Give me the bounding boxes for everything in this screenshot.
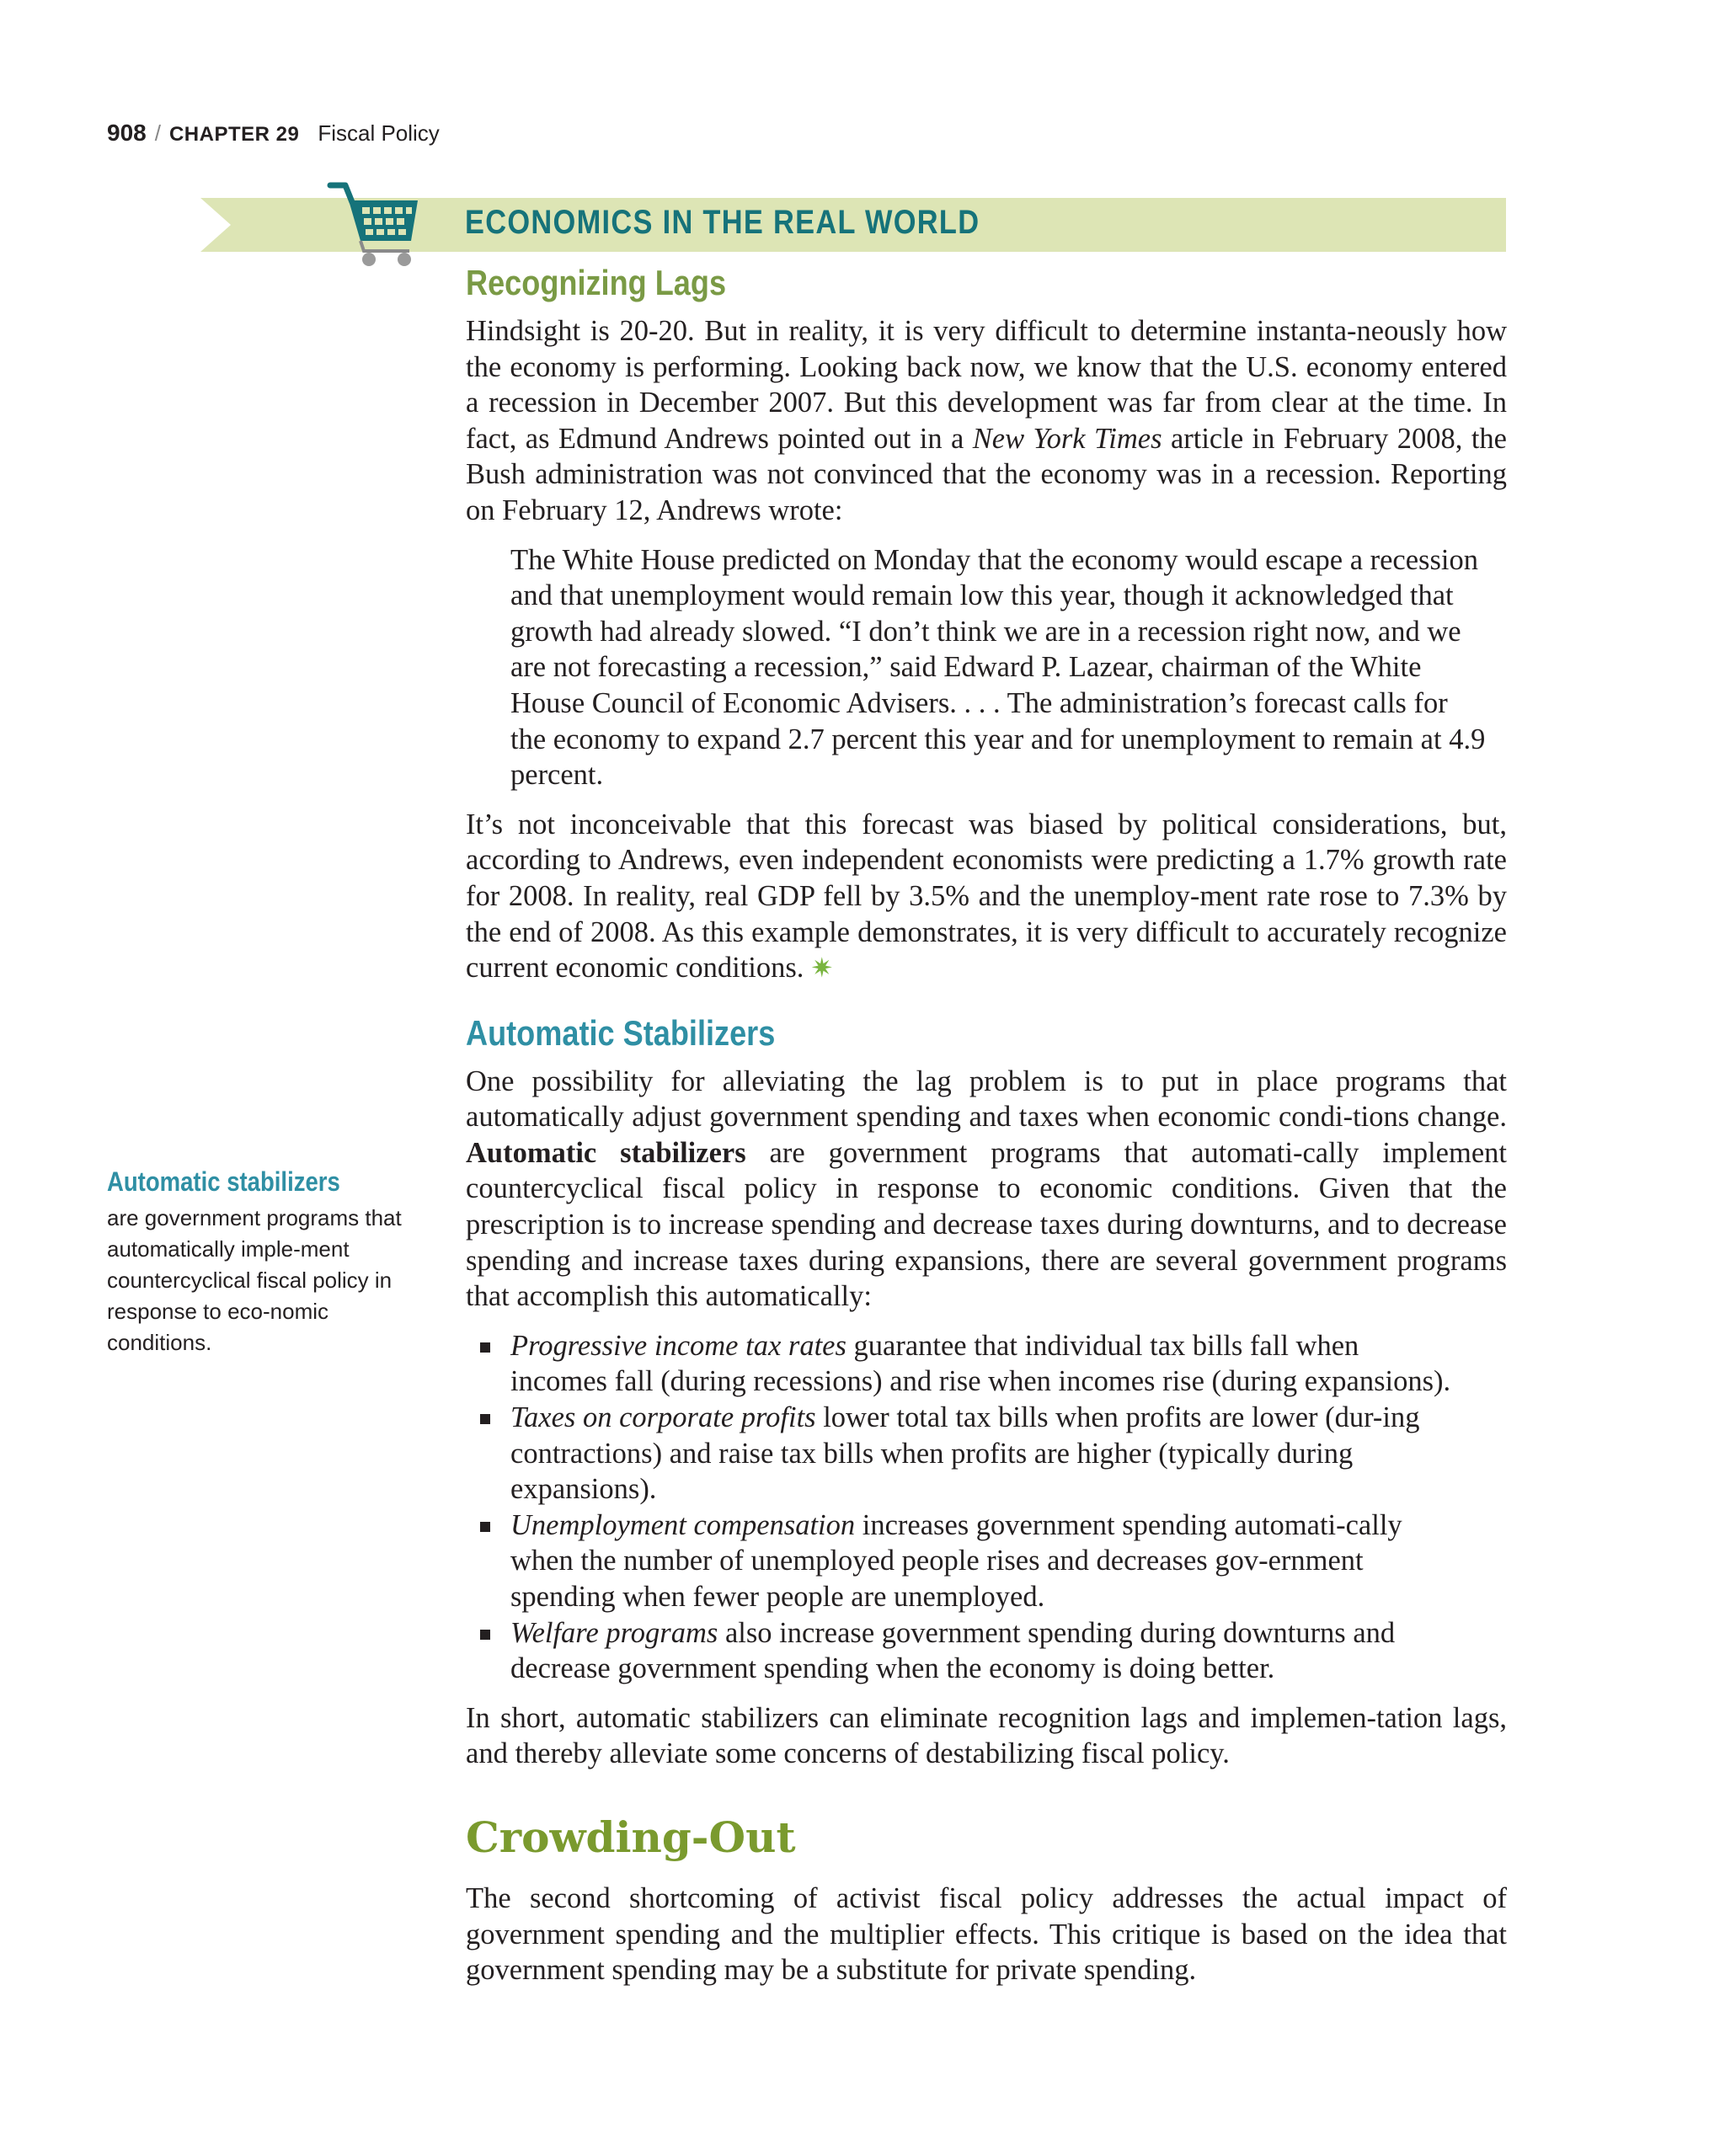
banner-title: ECONOMICS IN THE REAL WORLD (465, 204, 980, 241)
running-head-separator: / (154, 120, 161, 146)
publication-title: New York Times (972, 422, 1162, 455)
box-heading: Recognizing Lags (466, 263, 727, 302)
block-quote: The White House predicted on Monday that the economy would escape a recession and that unemployment would remain low this year, though it acknowledged that growth had already slowed. “I don’t think we are in a recession right now, and we are not forecasting a recession,” said Edward P. Lazear, chairman of the White House Council of Economic Advisers. . . . The administration’s forecast calls for the economy to expand 2.7 percent this year and for unemployment to remain at 4.9 percent. (510, 543, 1486, 792)
list-item (466, 1615, 1462, 1687)
list-item-text: guarantee that individual tax bills fall when incomes fall (during recessions) and rise when incomes rise (during expansions). (510, 1329, 1451, 1398)
stabilizers-intro-start: One possibility for alleviating the lag problem is to put in place programs that automatically adjust government spending and taxes when economic condi-tions change. (466, 1065, 1507, 1134)
key-term: Automatic stabilizers (466, 1136, 746, 1169)
page-number: 908 (107, 120, 147, 146)
list-item (466, 1328, 1462, 1400)
bullet-square-icon (480, 1630, 490, 1640)
margin-glossary-note (107, 1166, 414, 1358)
crowding-out-heading: Crowding-Out (466, 1812, 796, 1862)
running-head (107, 120, 440, 147)
list-item-text: increases government spending automati-cally when the number of unemployed people rises and decreases gov-ernment spending when fewer people are unemployed. (510, 1508, 1402, 1613)
chapter-label: CHAPTER 29 (168, 123, 300, 146)
end-of-feature-mark-icon: ✷ (810, 952, 834, 985)
list-item-term: Welfare programs (510, 1616, 718, 1649)
main-column (466, 263, 1507, 1988)
bullet-square-icon (480, 1342, 490, 1353)
bullet-square-icon (480, 1522, 490, 1532)
stabilizer-list (466, 1328, 1507, 1687)
box-paragraph-1-end: article in February 2008, the Bush administration was not convinced that the economy was in a recession. Reporting on February 12, Andrews wrote: (466, 422, 1507, 526)
bullet-square-icon (480, 1414, 490, 1424)
list-item-text: lower total tax bills when profits are lower (dur-ing contractions) and raise tax bills when profits are higher (typically during expansions). (510, 1401, 1420, 1506)
stabilizers-intro (466, 1064, 1507, 1315)
crowding-out-paragraph: The second shortcoming of activist fiscal policy addresses the actual impact of government spending and the multiplier effects. This critique is based on the idea that government spending may be a substitute for private spending. (466, 1881, 1507, 1987)
glossary-definition: are government programs that automatically imple-ment countercyclical fiscal policy in response to eco-nomic conditions. (107, 1205, 402, 1355)
chapter-title: Fiscal Policy (318, 120, 440, 146)
box-paragraph-1 (466, 313, 1507, 529)
glossary-term: Automatic stabilizers (107, 1166, 340, 1197)
box-paragraph-2 (466, 807, 1507, 986)
list-item (466, 1508, 1462, 1615)
list-item-text: also increase government spending during downturns and decrease government spending when the economy is doing better. (510, 1616, 1396, 1685)
box-paragraph-2-text: It’s not inconceivable that this forecast was biased by political considerations, but, according to Andrews, even independent economists were predicting a 1.7% growth rate for 2008. In reality, real GDP fell by 3.5% and the unemploy-ment rate rose to 7.3% by the end of 2008. As this example demonstrates, it is very difficult to accurately recognize current economic conditions. (466, 808, 1507, 985)
shopping-cart-icon (327, 179, 421, 270)
list-item-term: Unemployment compensation (510, 1508, 856, 1541)
list-item-term: Taxes on corporate profits (510, 1401, 816, 1434)
list-item (466, 1400, 1462, 1508)
stabilizers-heading: Automatic Stabilizers (466, 1012, 776, 1053)
stabilizers-summary: In short, automatic stabilizers can eliminate recognition lags and implemen-tation lags, and thereby alleviate some concerns of destabilizing fiscal policy. (466, 1701, 1507, 1770)
box-paragraph-1-start: Hindsight is 20-20. But in reality, it is very difficult to determine instanta-neously how the economy is performing. Looking back now, we know that the U.S. economy entered a recession in December 2007. But this development was far from clear at the time. In fact, as Edmund Andrews pointed out in a (466, 315, 1507, 455)
stabilizers-intro-end: are government programs that automati-cally implement countercyclical fiscal policy in response to economic conditions. Given that the prescription is to increase spending and decrease taxes during downturns, and to decrease spending and increase taxes during expansions, there are several government programs that accomplish this automatically: (466, 1136, 1507, 1313)
list-item-term: Progressive income tax rates (510, 1329, 846, 1362)
